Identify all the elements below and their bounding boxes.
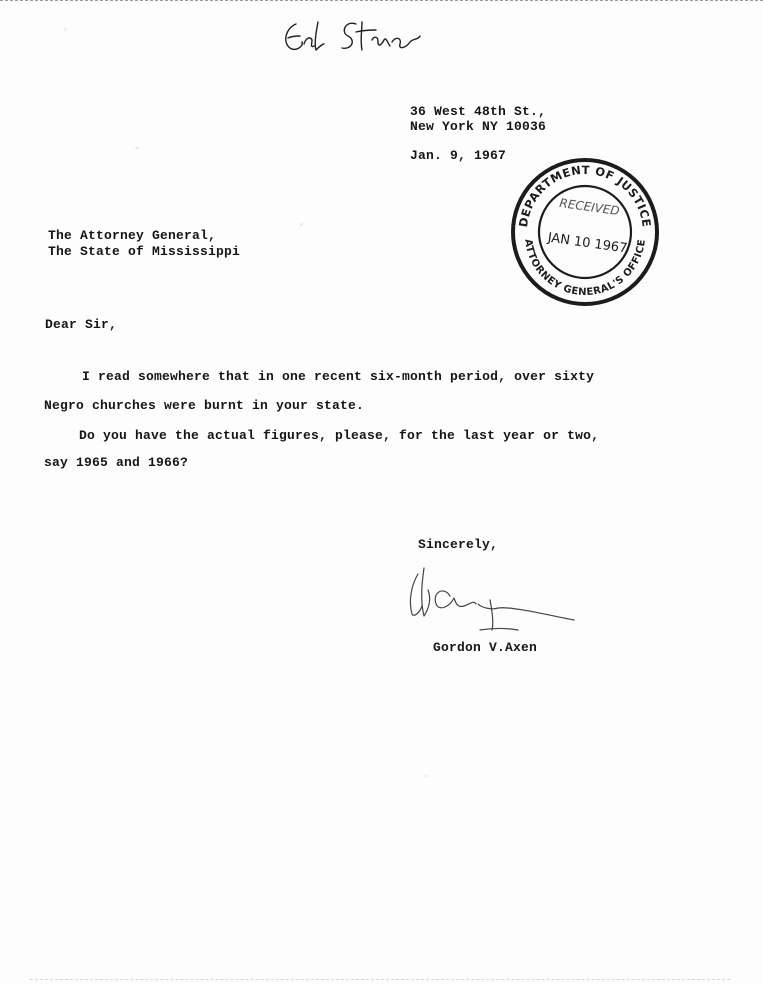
body-paragraph-2-line-1: Do you have the actual figures, please, for the last year or two, bbox=[79, 428, 600, 443]
received-stamp bbox=[505, 157, 667, 307]
page-top-edge bbox=[0, 0, 763, 1]
sender-address-line-1: 36 West 48th St., bbox=[410, 104, 547, 119]
body-paragraph-1-line-2: Negro churches were burnt in your state. bbox=[44, 398, 365, 413]
letter-date: Jan. 9, 1967 bbox=[410, 148, 507, 163]
stamp-date-text: JAN 10 1967 bbox=[546, 230, 629, 257]
paper-speck bbox=[135, 147, 139, 149]
stamp-outer-top-text: DEPARTMENT OF JUSTICE bbox=[516, 162, 654, 229]
page-bottom-edge bbox=[30, 979, 730, 980]
paper-speck bbox=[425, 775, 428, 777]
body-paragraph-2-line-2: say 1965 and 1966? bbox=[44, 455, 189, 470]
stamp-outer-bottom-text: ATTORNEY GENERAL'S OFFICE bbox=[522, 238, 648, 299]
sender-address-line-2: New York NY 10036 bbox=[410, 119, 547, 134]
signer-name: Gordon V.Axen bbox=[433, 640, 538, 655]
salutation: Dear Sir, bbox=[45, 317, 118, 332]
body-paragraph-1-line-1: I read somewhere that in one recent six-month period, over sixty bbox=[82, 369, 595, 384]
closing: Sincerely, bbox=[418, 537, 499, 552]
svg-text:DEPARTMENT OF JUSTICE bbox=[516, 163, 654, 228]
paper-speck bbox=[64, 28, 67, 30]
stamp-received-text: RECEIVED bbox=[558, 195, 621, 219]
handwritten-signature bbox=[402, 560, 582, 640]
paper-speck bbox=[300, 223, 303, 226]
recipient-line-1: The Attorney General, bbox=[48, 228, 217, 243]
recipient-line-2: The State of Mississippi bbox=[48, 244, 241, 259]
handwritten-annotation-signature bbox=[278, 14, 428, 64]
